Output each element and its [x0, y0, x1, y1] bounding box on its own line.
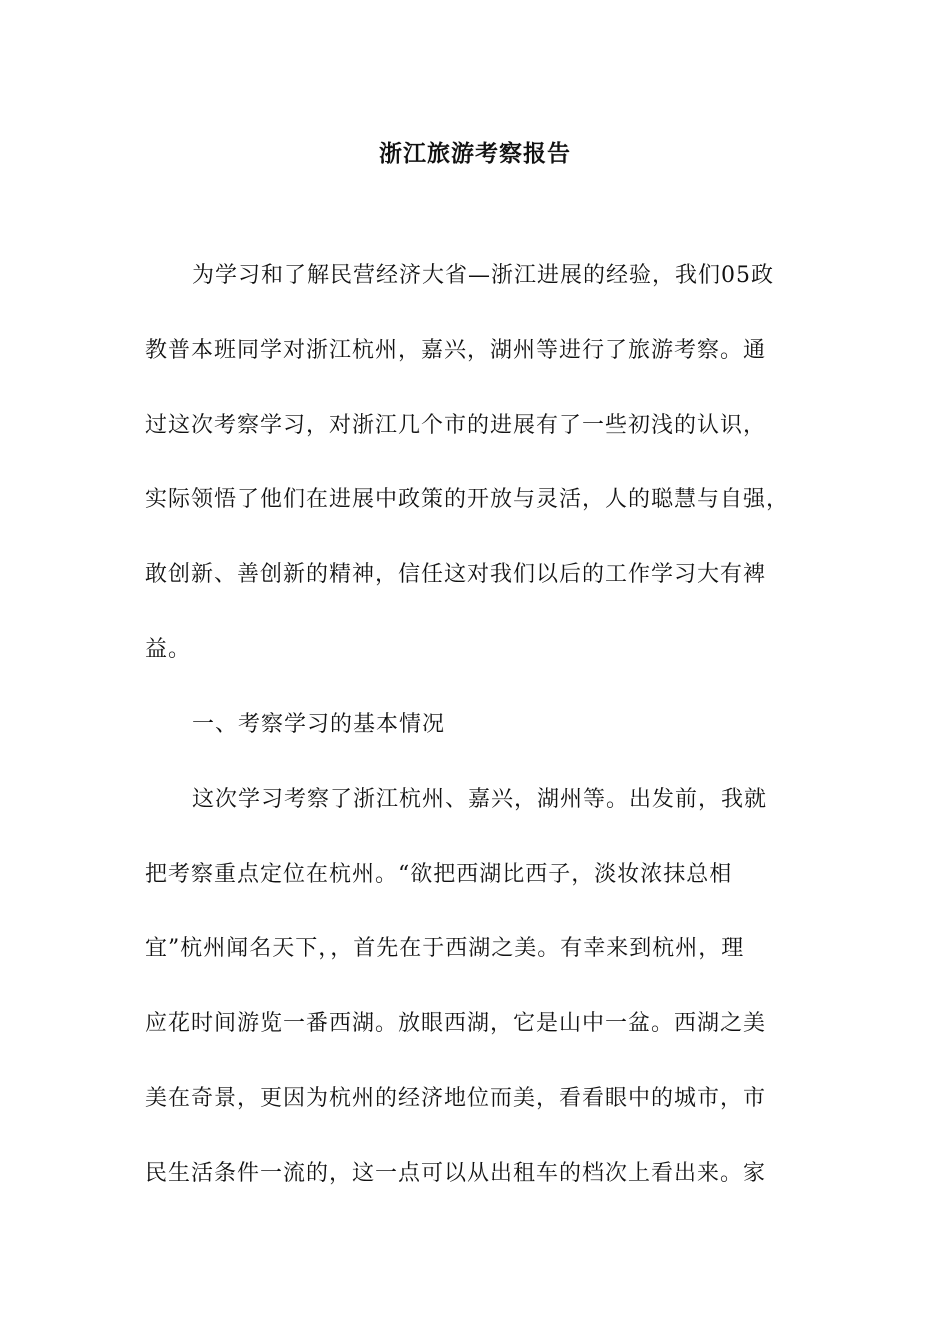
paragraph-line: 实际领悟了他们在进展中政策的开放与灵活，人的聪慧与自强，: [145, 487, 790, 512]
paragraph-line: 美在奇景，更因为杭州的经济地位而美，看看眼中的城市，市: [145, 1086, 767, 1111]
document-title: 浙江旅游考察报告: [379, 140, 571, 167]
paragraph-line: 宜”杭州闻名天下，，首先在于西湖之美。有幸来到杭州，理: [145, 936, 745, 961]
paragraph-line: 过这次考察学习，对浙江几个市的进展有了一些初浅的认识，: [145, 413, 767, 438]
paragraph-line: 应花时间游览一番西湖。放眼西湖，它是山中一盆。西湖之美: [145, 1011, 767, 1036]
paragraph-line: 为学习和了解民营经济大省—浙江进展的经验，我们05政: [192, 263, 774, 288]
paragraph-line: 这次学习考察了浙江杭州、嘉兴，湖州等。出发前，我就: [192, 787, 768, 812]
paragraph-line: 民生活条件一流的，这一点可以从出租车的档次上看出来。家: [145, 1161, 767, 1186]
paragraph-line: 把考察重点定位在杭州。“欲把西湖比西子，淡妆浓抹总相: [145, 862, 733, 887]
paragraph-line: 敢创新、善创新的精神，信任这对我们以后的工作学习大有裨: [145, 562, 767, 587]
paragraph-line: 教普本班同学对浙江杭州，嘉兴，湖州等进行了旅游考察。通: [145, 338, 767, 363]
section-heading: 一、考察学习的基本情况: [192, 712, 446, 737]
paragraph-line: 益。: [145, 637, 192, 662]
